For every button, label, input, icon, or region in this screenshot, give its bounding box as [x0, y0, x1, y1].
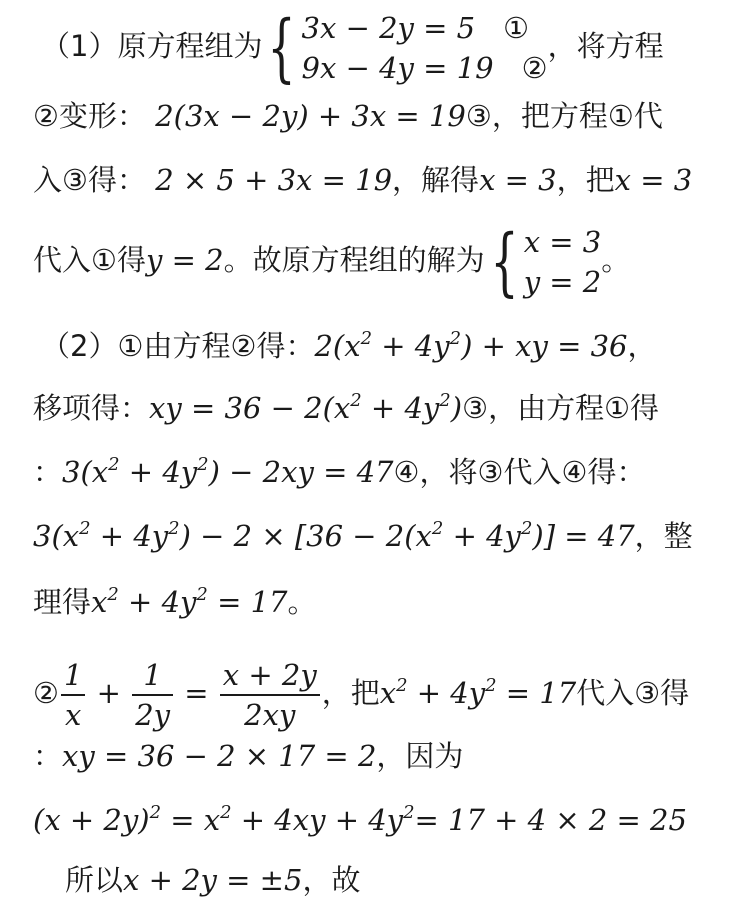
system-equation-2: 9x − 4y = 19: [301, 51, 494, 85]
fraction-1: [61, 656, 85, 734]
math-expression: 2(3x − 2y) + 3x = 19: [155, 99, 466, 133]
math-expression: 2 × 5 + 3x = 19: [155, 163, 393, 197]
equation-system: [262, 5, 548, 91]
line-part2-start: [33, 326, 730, 366]
line-rearrange: [33, 388, 730, 428]
math-expression: x = 3: [614, 163, 693, 197]
denominator: 2y: [132, 694, 173, 734]
text-start: 移项得：: [33, 391, 150, 425]
math-expression: xy = 36 − 2 × 17 = 2: [62, 739, 377, 773]
text-tail: ，整: [634, 519, 693, 553]
math-expression: $3(x^2 + 4y^2) - 2xy = 47$: [62, 454, 394, 489]
text-tail: ，把方程①代: [491, 99, 663, 133]
text-start: 入③得：: [33, 163, 146, 197]
text-tail: ，将③代入④得：: [419, 455, 646, 489]
text-mid: 。故原方程组的解为: [223, 243, 485, 277]
math-expression: $3(x^2 + 4y^2) - 2 \times [36 - 2(x^2 + 4y^2)] = 47$: [33, 518, 635, 553]
circled-tag-4: ④: [393, 455, 420, 489]
brace-symbol: {: [267, 5, 297, 91]
line-solution: [33, 219, 730, 305]
text-start: 代入①得: [33, 243, 146, 277]
text-mid: ，把: [556, 163, 615, 197]
numerator: 1: [64, 658, 83, 692]
line-combined: [33, 516, 730, 556]
numerator: x + 2y: [222, 658, 317, 692]
line1-tail: ，将方程: [547, 29, 664, 63]
text-mid: ，把: [321, 676, 380, 710]
circled-tag-1: ①: [503, 11, 530, 45]
fraction-2: [132, 656, 173, 734]
circled-tag-2: ②: [33, 676, 59, 710]
text-tail: ，因为: [376, 739, 464, 773]
math-expression: $2(x^2 + 4y^2)$ + xy = 36: [314, 328, 628, 363]
math-expression: x = 3: [479, 163, 557, 197]
text-tail: ，故: [302, 863, 361, 897]
solution-x: x = 3: [523, 225, 602, 259]
text-end: 。: [287, 585, 317, 619]
math-expression: $x^2 + 4y^2 = 17$: [379, 675, 577, 710]
text-tail: ，由方程①得: [488, 391, 660, 425]
text-start: 理得: [33, 585, 92, 619]
denominator: x: [61, 694, 85, 734]
system-equation-1: 3x − 2y = 5: [301, 11, 476, 45]
math-expression: $x^2 + 4y^2 = 17$: [91, 584, 288, 619]
circled-tag-3: ③: [462, 391, 489, 425]
line-part1-system: [33, 5, 730, 91]
line-xy-value: [33, 736, 730, 776]
circled-tag-2: ②: [521, 51, 548, 85]
text-mid: ，解得: [392, 163, 480, 197]
plus-sign: +: [96, 676, 121, 710]
math-expression: $(x + 2y)^2 = x^2 + 4xy + 4y^2= 17 + 4 \times 2 = 25$: [33, 802, 687, 837]
numerator: 1: [143, 658, 162, 692]
line-substitute: [33, 160, 730, 200]
fraction-3: [220, 656, 320, 734]
solution-system: [485, 219, 602, 305]
math-expression: y = 2: [146, 243, 224, 277]
math-expression: x + 2y = ±5: [123, 863, 303, 897]
line-square: [33, 800, 730, 840]
line-eq4: [33, 452, 730, 492]
line-simplify: [33, 582, 730, 622]
text-start: ：: [33, 739, 63, 773]
cropped-bottom-line: [0, 862, 750, 902]
equals-sign: =: [184, 676, 209, 710]
solution-y: y = 2: [523, 265, 602, 299]
line-conclusion: [33, 862, 730, 900]
brace-symbol: {: [490, 219, 519, 305]
math-expression: xy = $36 - 2(x^2 + 4y^2)$: [149, 390, 463, 425]
text-end: ，: [627, 329, 657, 363]
text-start: ：: [33, 455, 63, 489]
part1-label: （1）原方程组为: [41, 29, 263, 63]
text-start: 所以: [65, 863, 124, 897]
denominator: 2xy: [220, 694, 320, 734]
line-transform: [33, 96, 730, 136]
part2-label: （2）①由方程②得：: [41, 329, 315, 363]
text-tail: 代入③得: [576, 676, 690, 710]
text-start: ②变形：: [33, 99, 146, 133]
circled-tag-3: ③: [465, 99, 492, 133]
text-end: 。: [601, 243, 631, 277]
line-fractions: [33, 656, 730, 734]
